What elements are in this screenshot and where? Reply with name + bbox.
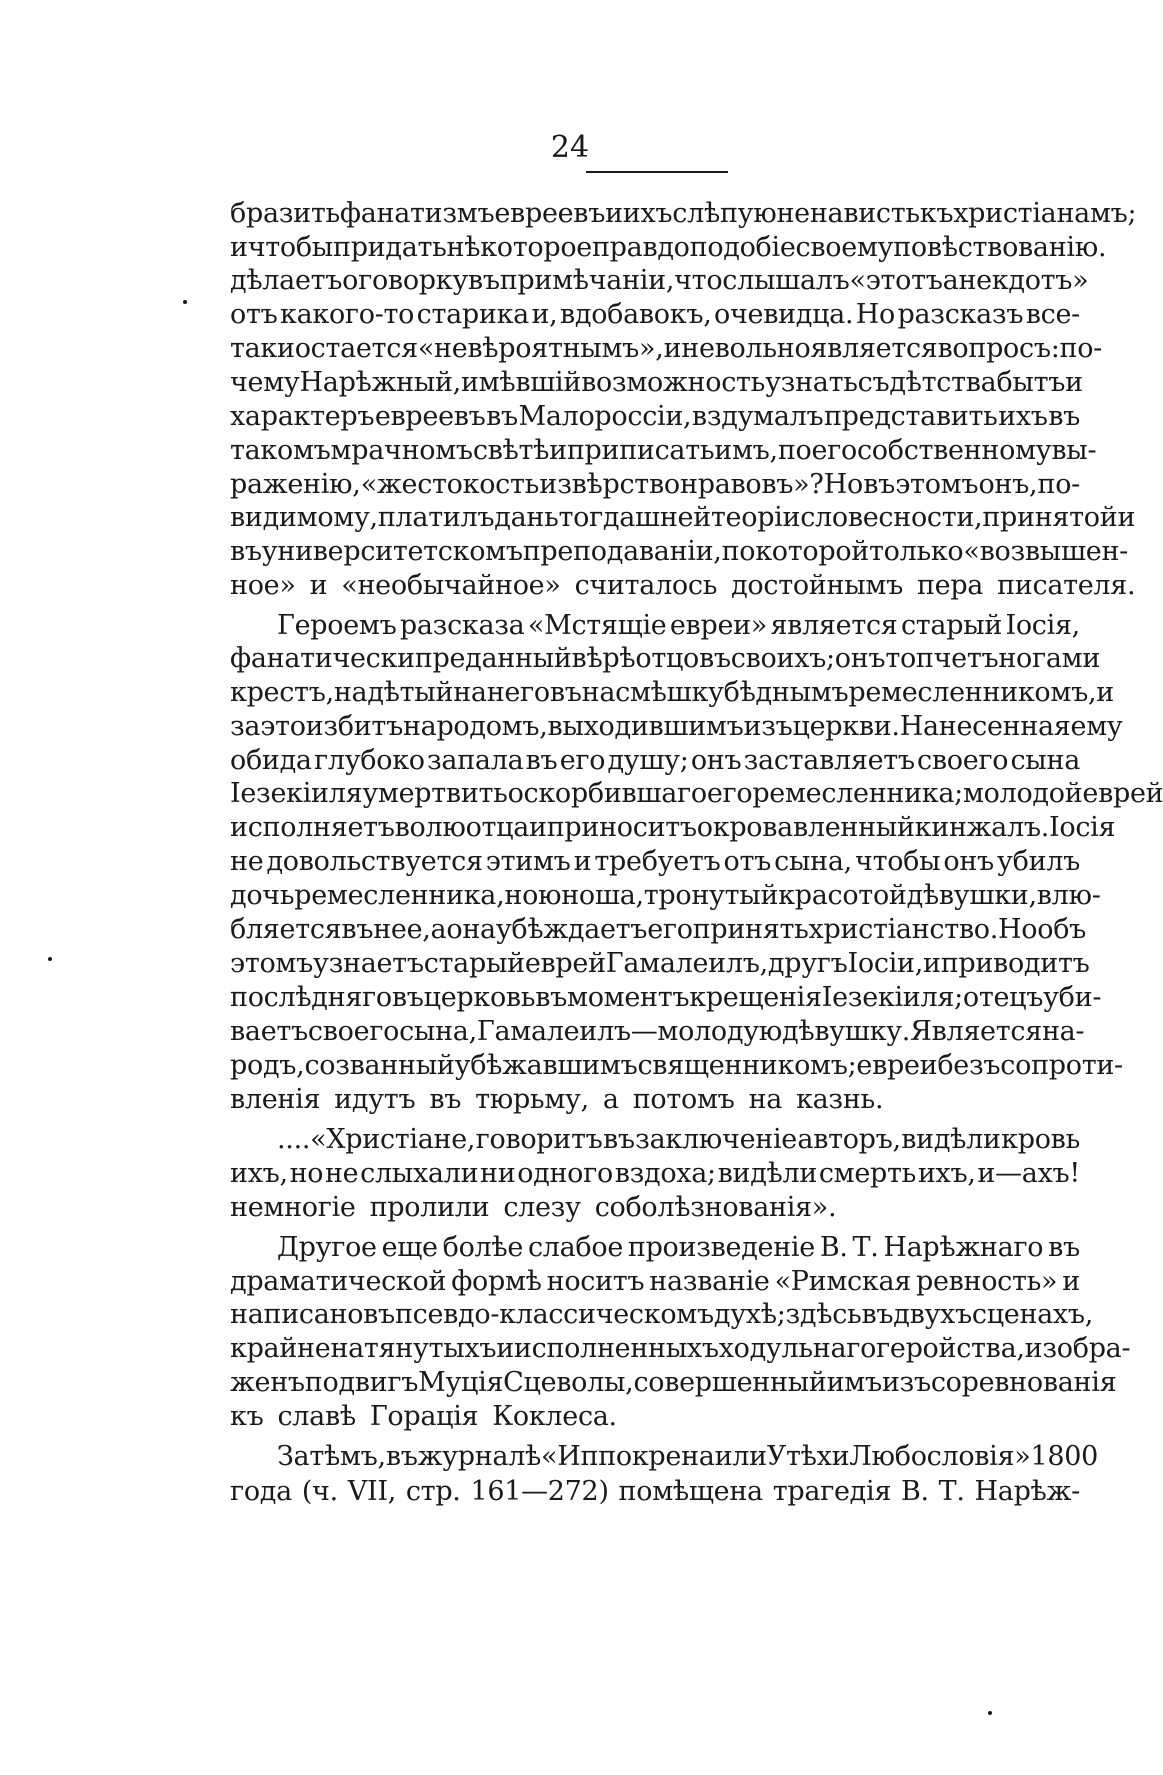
text-line: въ университетскомъ преподаваніи, по которой только «возвышен- <box>230 536 1128 567</box>
text-line: дѣлаетъ оговорку въ примѣчаніи, что слышалъ «этотъ анекдотъ» <box>230 265 1089 296</box>
text-line: этомъ узнаетъ старый еврей Гамалеилъ, другъ Іосіи, и приводитъ <box>230 948 1090 979</box>
text-line: ное» и «необычайное» считалось достойнымъ пера писателя. <box>230 570 1136 601</box>
text-line: драматической формѣ носитъ названіе «Римская ревность» и <box>230 1266 1080 1297</box>
text-line: бляется въ нее, а она убѣждаетъ его принять христіанство. Но объ <box>230 914 1087 945</box>
text-line: бразить фанатизмъ евреевъ и ихъ слѣпую ненависть къ христіанамъ; <box>230 198 1137 229</box>
text-line: ихъ, но не слыхали ни одного вздоха; видѣли смерть ихъ, и—ахъ! <box>230 1158 1080 1189</box>
page-number: 24 <box>550 130 590 165</box>
text-line: вленія идутъ въ тюрьму, а потомъ на казнь. <box>230 1084 884 1115</box>
text-line: послѣдняго въ церковь въ моментъ крещенія Іезекіиля; отецъ уби- <box>230 982 1102 1013</box>
text-line: написано въ псевдо-классическомъ духѣ; здѣсь въ двухъ сценахъ, <box>230 1299 1094 1330</box>
text-line: чему Нарѣжный, имѣвшій возможность узнать съ дѣтства бытъ и <box>230 367 1083 398</box>
header-rule <box>586 171 728 173</box>
scan-speck <box>48 957 52 961</box>
text-line: Іезекіиля умертвить оскорбившаго его ремесленника; молодой еврей <box>230 778 1163 809</box>
text-line: родъ, созванный убѣжавшимъ священникомъ; евреи безъ сопроти- <box>230 1050 1123 1081</box>
text-line: таки остается «невѣроятнымъ», и невольно является вопросъ: по- <box>230 333 1102 364</box>
text-line: Затѣмъ, въ журналѣ «Иппокрена или Утѣхи Любословія» 1800 <box>277 1441 1098 1472</box>
text-line: обида глубоко запала въ его душу; онъ заставляетъ своего сына <box>230 745 1080 776</box>
text-line: исполняетъ волю отца и приноситъ окровавленный кинжалъ. Іосія <box>230 812 1116 843</box>
text-line: отъ какого-то старика и, вдобавокъ, очевидца. Но разсказъ все- <box>230 299 1080 330</box>
text-line: фанатически преданный вѣрѣ отцовъ своихъ; онъ топчетъ ногами <box>230 643 1101 674</box>
text-line: ....«Христіане, говоритъ въ заключеніе авторъ, видѣли кровь <box>277 1124 1080 1155</box>
text-line: къ славѣ Горація Коклеса. <box>230 1401 617 1432</box>
text-line: и чтобы придать нѣкоторое правдоподобіе своему повѣствованію. <box>230 232 1107 263</box>
text-line: такомъ мрачномъ свѣтѣ и приписать имъ, по его собственному вы- <box>230 435 1097 466</box>
text-line: не довольствуется этимъ и требуетъ отъ сына, чтобы онъ убилъ <box>230 846 1080 877</box>
text-line: Другое еще болѣе слабое произведеніе В. Т. Нарѣжнаго въ <box>277 1232 1080 1263</box>
text-line: крайне натянутыхъ и исполненныхъ ходульнаго геройства, изобра- <box>230 1333 1131 1364</box>
text-line: крестъ, надѣтый на него въ насмѣшку бѣднымъ ремесленникомъ, и <box>230 677 1114 708</box>
text-line: ваетъ своего сына, Гамалеилъ — молодую дѣвушку. Является на- <box>230 1016 1085 1047</box>
text-line: характеръ евреевъ въ Малороссіи, вздумалъ представить ихъ въ <box>230 401 1080 432</box>
text-line: раженію, «жестокость и звѣрство нравовъ»? Но въ этомъ онъ, по- <box>230 469 1080 500</box>
text-line: года (ч. VII, стр. 161—272) помѣщена трагедія В. Т. Нарѣж- <box>230 1476 1080 1507</box>
text-line: видимому, платилъ дань тогдашней теоріи словесности, принятой и <box>230 502 1136 533</box>
text-line: за это избитъ народомъ, выходившимъ изъ церкви. Нанесенная ему <box>230 711 1123 742</box>
text-line: женъ подвигъ Муція Сцеволы, совершенный имъ изъ соревнованія <box>230 1367 1117 1398</box>
text-line: немногіе пролили слезу соболѣзнованія». <box>230 1192 837 1223</box>
scan-speck <box>988 1711 992 1715</box>
text-line: дочь ремесленника, но юноша, тронутый красотой дѣвушки, влю- <box>230 880 1101 911</box>
text-line: Героемъ разсказа «Мстящіе евреи» является старый Іосія, <box>277 610 1080 641</box>
scan-speck <box>183 300 187 304</box>
